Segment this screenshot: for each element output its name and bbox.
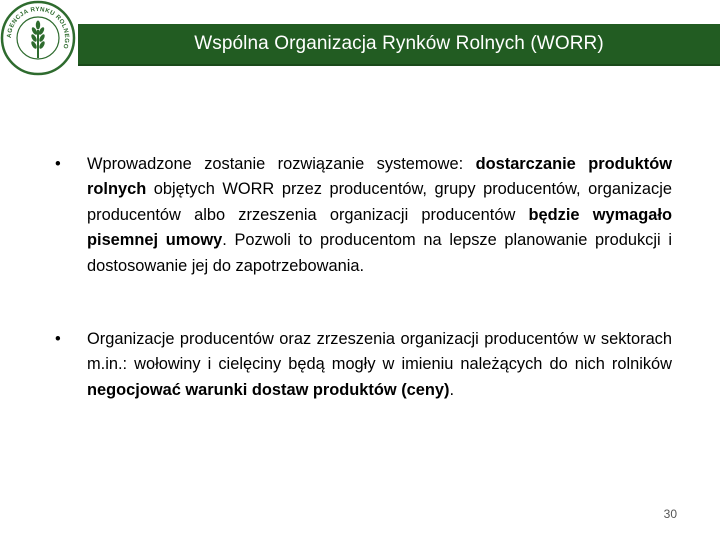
bullet-marker: • [55,155,61,173]
bullet-text [87,330,672,399]
bullet-marker: • [55,330,61,349]
text-run: . Pozwoli to producentom na lepsze planowanie produkcji i dostosowanie jej do zapotrzebowania. [87,231,672,275]
bold-text-run: negocjować warunki dostaw produktów (ceny) [87,380,450,399]
text-run: . [449,380,455,399]
page-number: 30 [663,507,677,521]
slide-content [55,152,672,403]
bullet-item [55,327,672,403]
wheat-ear-emblem-icon [0,0,76,76]
text-run: Organizacje producentów oraz zrzeszenia organizacji producentów w sektorach m.in.: wołowiny i cielęciny będą mogły w imieniu należących do nich rolników [87,330,672,374]
title-bar [78,24,720,66]
agency-logo [0,0,76,76]
bullet-item [55,152,672,279]
logo-text: AGENCJA RYNKU ROLNEGO [5,5,71,50]
slide-title: Wspólna Organizacja Rynków Rolnych (WORR) [194,33,604,54]
text-run: objętych WORR przez producentów, grupy producentów, organizacje producentów albo zrzeszenia organizacji producentów [87,180,672,224]
bold-text-run: będzie wymagało pisemnej umowy [87,205,672,250]
bold-text-run: dostarczanie produktów rolnych [87,155,672,199]
bullet-text [87,155,672,275]
text-run: Wprowadzone zostanie rozwiązanie systemowe: [87,155,476,173]
